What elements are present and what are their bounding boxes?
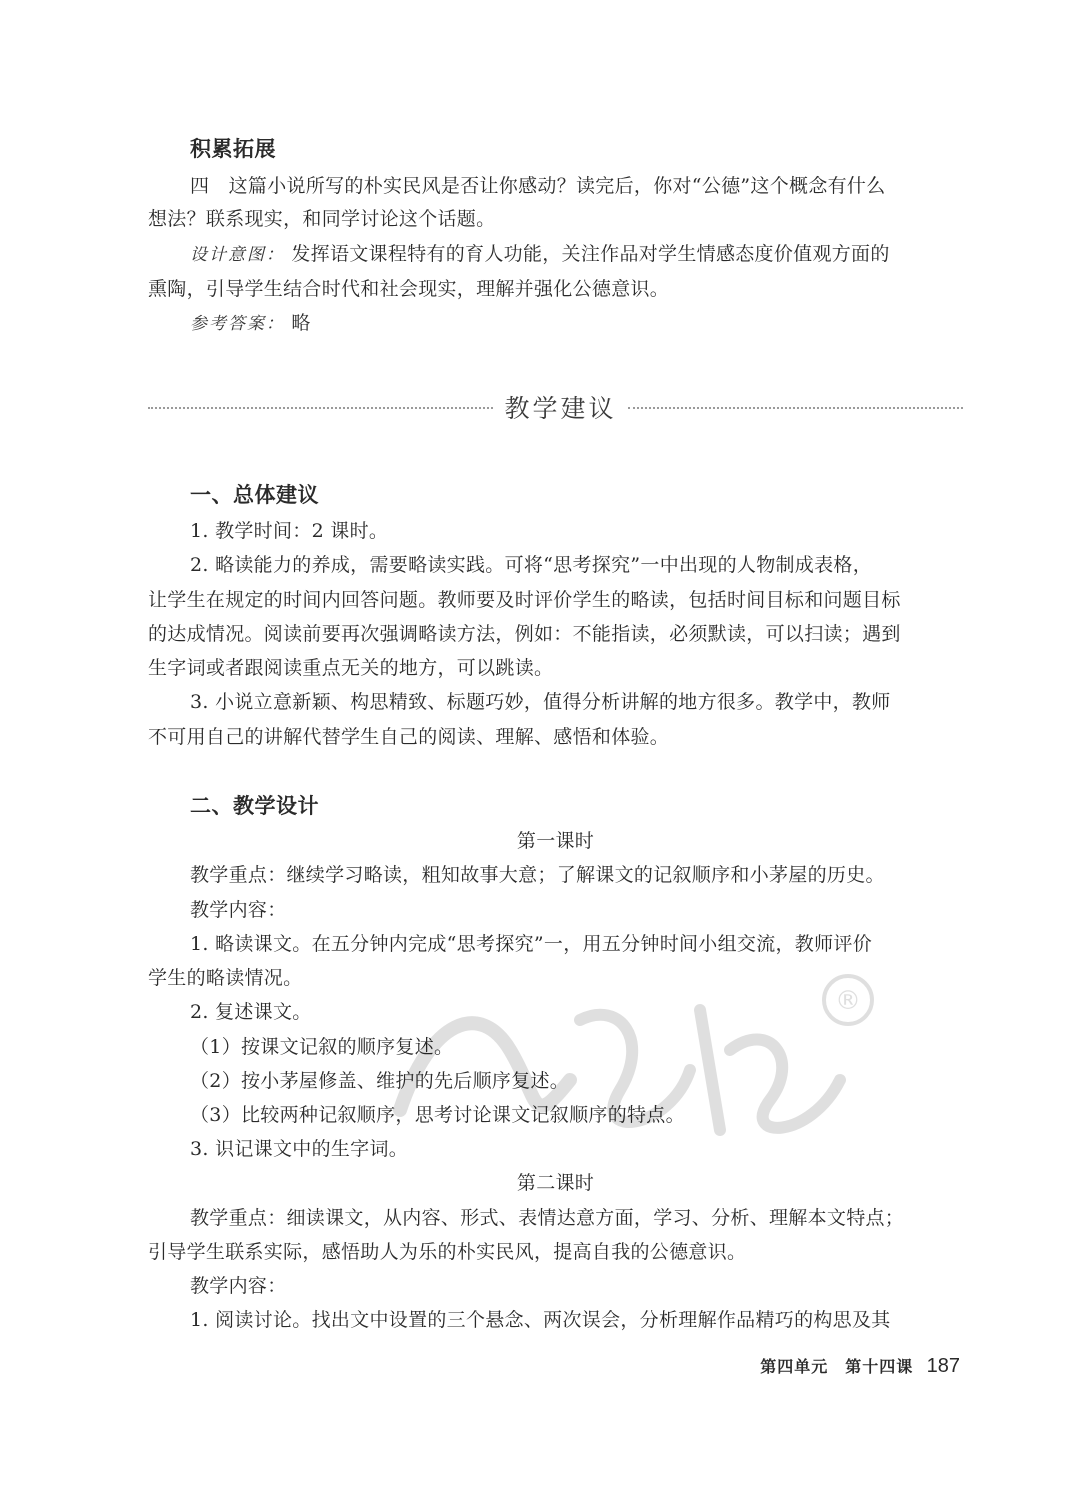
lesson-1-item-2-sub-2: （2）按小茅屋修盖、维护的先后顺序复述。	[190, 1070, 570, 1092]
lesson-1-content-label: 教学内容：	[190, 899, 287, 921]
general-item-2-line-3: 的达成情况。阅读前要再次强调略读方法，例如：不能指读，必须默读，可以扫读；遇到	[148, 623, 901, 645]
reference-answer-line	[190, 311, 311, 336]
lesson-1-item-1-line-1: 1. 略读课文。在五分钟内完成“思考探究”一，用五分钟时间小组交流，教师评价	[190, 933, 872, 955]
lesson-1-item-2-sub-1: （1）按课文记叙的顺序复述。	[190, 1036, 454, 1058]
page-number: 187	[926, 1355, 960, 1377]
lesson-2-focus-line-2: 引导学生联系实际，感悟助人为乐的朴实民风，提高自我的公德意识。	[148, 1241, 747, 1263]
general-item-3-line-2: 不可用自己的讲解代替学生自己的阅读、理解、感悟和体验。	[148, 726, 670, 748]
design-intent-line-1	[190, 242, 890, 267]
accumulation-heading: 积累拓展	[190, 137, 276, 161]
general-item-2-line-2: 让学生在规定的时间内回答问题。教师要及时评价学生的略读，包括时间目标和问题目标	[148, 589, 901, 611]
lesson-2-title: 第二课时	[516, 1172, 595, 1194]
teaching-design-heading: 二、教学设计	[190, 794, 319, 818]
registered-mark: ®	[835, 986, 861, 1016]
lesson-1-item-3: 3. 识记课文中的生字词。	[190, 1138, 409, 1160]
section-divider	[148, 390, 963, 430]
general-suggestions-heading: 一、总体建议	[190, 483, 319, 507]
lesson-1-item-2-sub-3: （3）比较两种记叙顺序，思考讨论课文记叙顺序的特点。	[190, 1104, 685, 1126]
design-intent-line-2: 熏陶，引导学生结合时代和社会现实，理解并强化公德意识。	[148, 278, 670, 300]
lesson-1-focus: 教学重点：继续学习略读，粗知故事大意；了解课文的记叙顺序和小茅屋的历史。	[190, 864, 885, 886]
publisher-watermark	[370, 960, 890, 1160]
design-intent-label: 设计意图：	[190, 245, 285, 265]
lesson-2-focus-line-1: 教学重点：细读课文，从内容、形式、表情达意方面，学习、分析、理解本文特点；	[190, 1207, 905, 1229]
lesson-1-item-1-line-2: 学生的略读情况。	[148, 967, 303, 989]
lesson-1-item-2: 2. 复述课文。	[190, 1001, 312, 1023]
general-item-2-line-1: 2. 略读能力的养成，需要略读实践。可将“思考探究”一中出现的人物制成表格，	[190, 554, 872, 576]
question-4-line-2: 想法？联系现实，和同学讨论这个话题。	[148, 208, 496, 230]
divider-dots-left	[148, 407, 493, 409]
reference-answer-text: 略	[291, 312, 311, 334]
lesson-2-content-label: 教学内容：	[190, 1275, 287, 1297]
general-item-2-line-4: 生字词或者跟阅读重点无关的地方，可以跳读。	[148, 657, 554, 679]
lesson-2-item-1-line-1: 1. 阅读讨论。找出文中设置的三个悬念、两次误会，分析理解作品精巧的构思及其	[190, 1309, 891, 1331]
general-item-3-line-1: 3. 小说立意新颖、构思精致、标题巧妙，值得分析讲解的地方很多。教学中，教师	[190, 691, 891, 713]
question-4-line-1: 四 这篇小说所写的朴实民风是否让你感动？读完后，你对“公德”这个概念有什么	[190, 175, 886, 197]
footer-unit-label: 第四单元 第十四课	[760, 1357, 914, 1376]
reference-answer-label: 参考答案：	[190, 314, 285, 334]
divider-dots-right	[628, 407, 963, 409]
divider-title: 教学建议	[504, 394, 617, 423]
lesson-1-title: 第一课时	[516, 830, 595, 852]
page-footer	[760, 1354, 960, 1379]
general-item-1: 1. 教学时间：2 课时。	[190, 520, 389, 542]
design-intent-text: 发挥语文课程特有的育人功能，关注作品对学生情感态度价值观方面的	[291, 243, 890, 265]
